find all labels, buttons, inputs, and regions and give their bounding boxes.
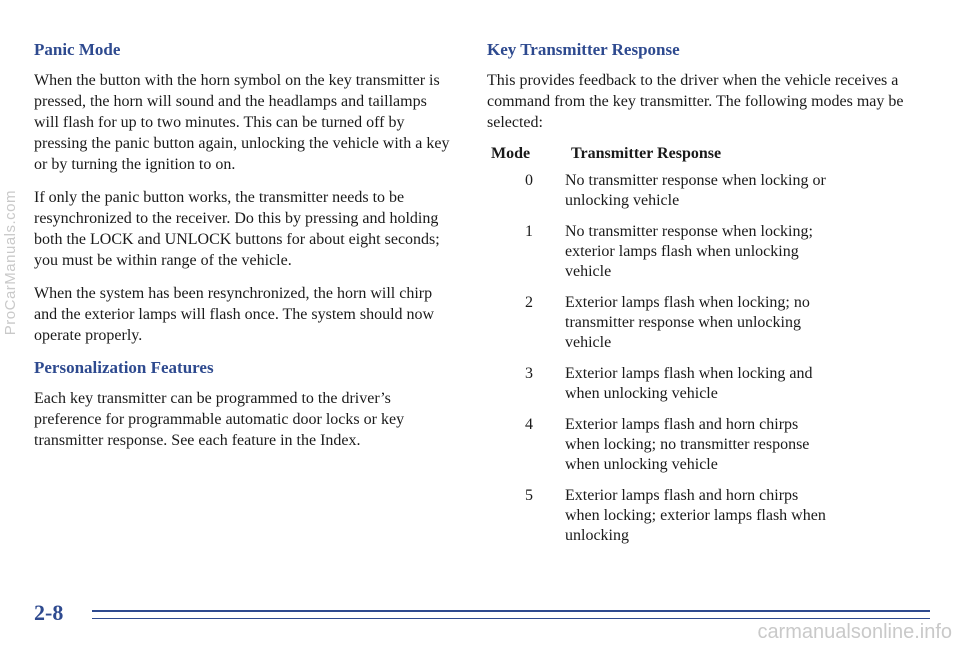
mode-value: 5 <box>525 487 533 504</box>
table-row <box>487 222 927 282</box>
response-value: Exterior lamps flash when locking; no transmitter response when unlocking vehicle <box>565 294 810 351</box>
key-transmitter-intro: This provides feedback to the driver when the vehicle receives a command from the key transmitter. The following modes may be selected: <box>487 72 904 131</box>
panic-mode-paragraph-2: If only the panic button works, the transmitter needs to be resynchronized to the receiver. Do this by pressing and holding both the LOCK and UNLOCK buttons for about eight seconds; you must be within range of the vehicle. <box>34 189 440 269</box>
bottom-watermark: carmanualsonline.info <box>757 621 952 643</box>
side-watermark: ProCarManuals.com <box>2 190 19 336</box>
key-transmitter-response-heading: Key Transmitter Response <box>487 40 680 59</box>
response-value: Exterior lamps flash and horn chirps when locking; exterior lamps flash when unlocking <box>565 487 826 544</box>
panic-mode-heading: Panic Mode <box>34 40 121 59</box>
panic-mode-paragraph-3: When the system has been resynchronized, the horn will chirp and the exterior lamps will flash once. The system should now operate properly. <box>34 285 435 344</box>
mode-column-header: Mode <box>491 145 531 162</box>
personalization-paragraph: Each key transmitter can be programmed to the driver’s preference for programmable automatic door locks or key transmitter response. See each feature in the Index. <box>34 390 405 449</box>
mode-value: 0 <box>525 172 533 189</box>
response-value: No transmitter response when locking or unlocking vehicle <box>565 172 826 209</box>
footer-rule-thick <box>92 610 930 612</box>
response-column-header: Transmitter Response <box>571 145 722 162</box>
table-row <box>487 415 927 475</box>
table-row <box>487 364 927 404</box>
response-value: Exterior lamps flash when locking and when unlocking vehicle <box>565 365 813 402</box>
personalization-heading: Personalization Features <box>34 358 214 377</box>
left-column <box>34 40 454 463</box>
mode-value: 1 <box>525 223 533 240</box>
page-number: 2-8 <box>34 600 64 625</box>
response-value: Exterior lamps flash and horn chirps when locking; no transmitter response when unlocking vehicle <box>565 416 810 473</box>
mode-value: 2 <box>525 294 533 311</box>
table-row <box>487 486 927 546</box>
response-value: No transmitter response when locking; exterior lamps flash when unlocking vehicle <box>565 223 813 280</box>
mode-value: 4 <box>525 416 533 433</box>
mode-value: 3 <box>525 365 533 382</box>
table-row <box>487 171 927 211</box>
mode-table-header <box>487 145 927 163</box>
panic-mode-paragraph-1: When the button with the horn symbol on the key transmitter is pressed, the horn will sound and the headlamps and taillamps will flash for up to two minutes. This can be turned off by pressing the panic button again, unlocking the vehicle with a key or by turning the ignition to on. <box>34 72 450 173</box>
table-row <box>487 293 927 353</box>
right-column <box>487 40 927 557</box>
mode-table <box>487 145 927 546</box>
footer-rule-thin <box>92 618 930 619</box>
